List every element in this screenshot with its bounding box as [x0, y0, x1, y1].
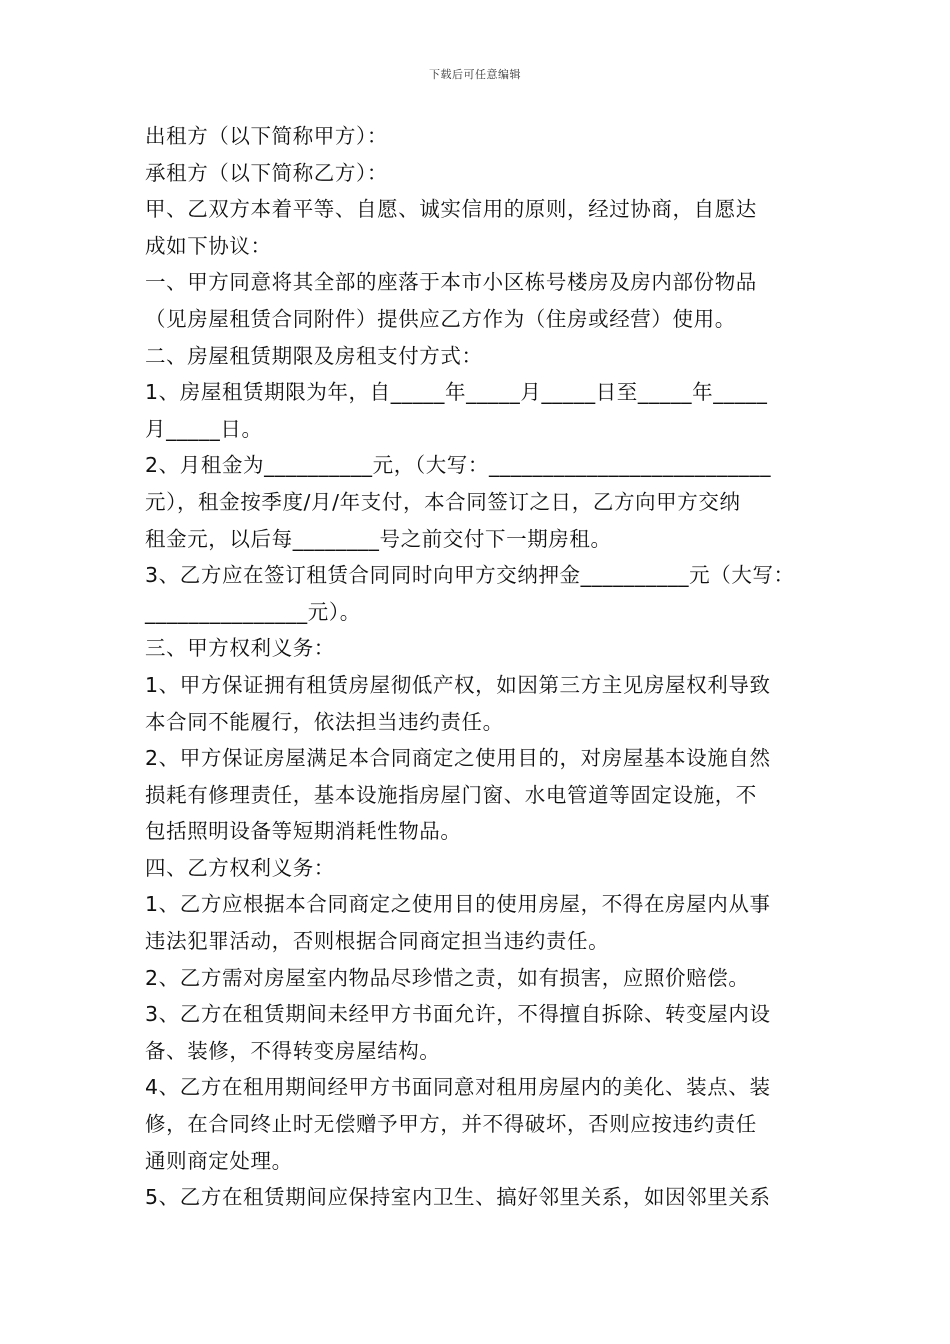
text-line: 损耗有修理责任，基本设施指房屋门窗、水电管道等固定设施，不: [145, 782, 757, 807]
text-line: 2、乙方需对房屋室内物品尽珍惜之责，如有损害，应照价赔偿。: [145, 965, 750, 990]
text-line: 2、甲方保证房屋满足本合同商定之使用目的，对房屋基本设施自然: [145, 746, 771, 771]
section-heading: 三、甲方权利义务：: [145, 636, 335, 661]
text-line: 2、月租金为__________元，（大写：__________________________: [145, 453, 772, 478]
text-line: 元），租金按季度/月/年支付，本合同签订之日，乙方向甲方交纳: [145, 489, 741, 514]
text-line: 租金元，以后每________号之前交付下一期房租。: [145, 526, 612, 551]
text-line: 成如下协议：: [145, 233, 272, 258]
contract-body: [145, 118, 817, 1216]
text-line: 5、乙方在租赁期间应保持室内卫生、搞好邻里关系，如因邻里关系: [145, 1185, 771, 1210]
text-line: 月_____日。: [145, 416, 263, 441]
text-line: 一、甲方同意将其全部的座落于本市小区栋号楼房及房内部份物品: [145, 270, 757, 295]
section-heading: 四、乙方权利义务：: [145, 855, 335, 880]
text-line: 违法犯罪活动，否则根据合同商定担当违约责任。: [145, 929, 610, 954]
text-line: 备、装修，不得转变房屋结构。: [145, 1038, 441, 1063]
text-line: （见房屋租赁合同附件）提供应乙方作为（住房或经营）使用。: [145, 306, 736, 331]
text-line: 出租方（以下简称甲方）：: [145, 124, 388, 148]
text-line: 3、乙方在租赁期间未经甲方书面允许，不得擅自拆除、转变屋内设: [145, 1002, 771, 1027]
text-line: _______________元）。: [145, 599, 361, 624]
text-line: 包括照明设备等短期消耗性物品。: [145, 819, 462, 844]
text-line: 承租方（以下简称乙方）：: [145, 160, 388, 185]
text-line: 1、甲方保证拥有租赁房屋彻低产权，如因第三方主见房屋权利导致: [145, 672, 771, 697]
text-line: 修，在合同终止时无偿赠予甲方，并不得破坏，否则应按违约责任: [145, 1112, 757, 1137]
text-line: 4、乙方在租用期间经甲方书面同意对租用房屋内的美化、装点、装: [145, 1075, 771, 1100]
text-line: 通则商定处理。: [145, 1148, 293, 1173]
text-line: 1、房屋租赁期限为年，自_____年_____月_____日至_____年_____: [145, 380, 768, 405]
page-header-note: 下载后可任意编辑: [429, 68, 521, 81]
text-line: 3、乙方应在签订租赁合同同时向甲方交纳押金__________元（大写：: [145, 563, 795, 588]
text-line: 本合同不能履行，依法担当违约责任。: [145, 709, 504, 734]
text-line: 甲、乙双方本着平等、自愿、诚实信用的原则，经过协商，自愿达: [145, 197, 757, 222]
text-line: 1、乙方应根据本合同商定之使用目的使用房屋，不得在房屋内从事: [145, 892, 771, 917]
section-heading: 二、房屋租赁期限及房租支付方式：: [145, 343, 483, 368]
